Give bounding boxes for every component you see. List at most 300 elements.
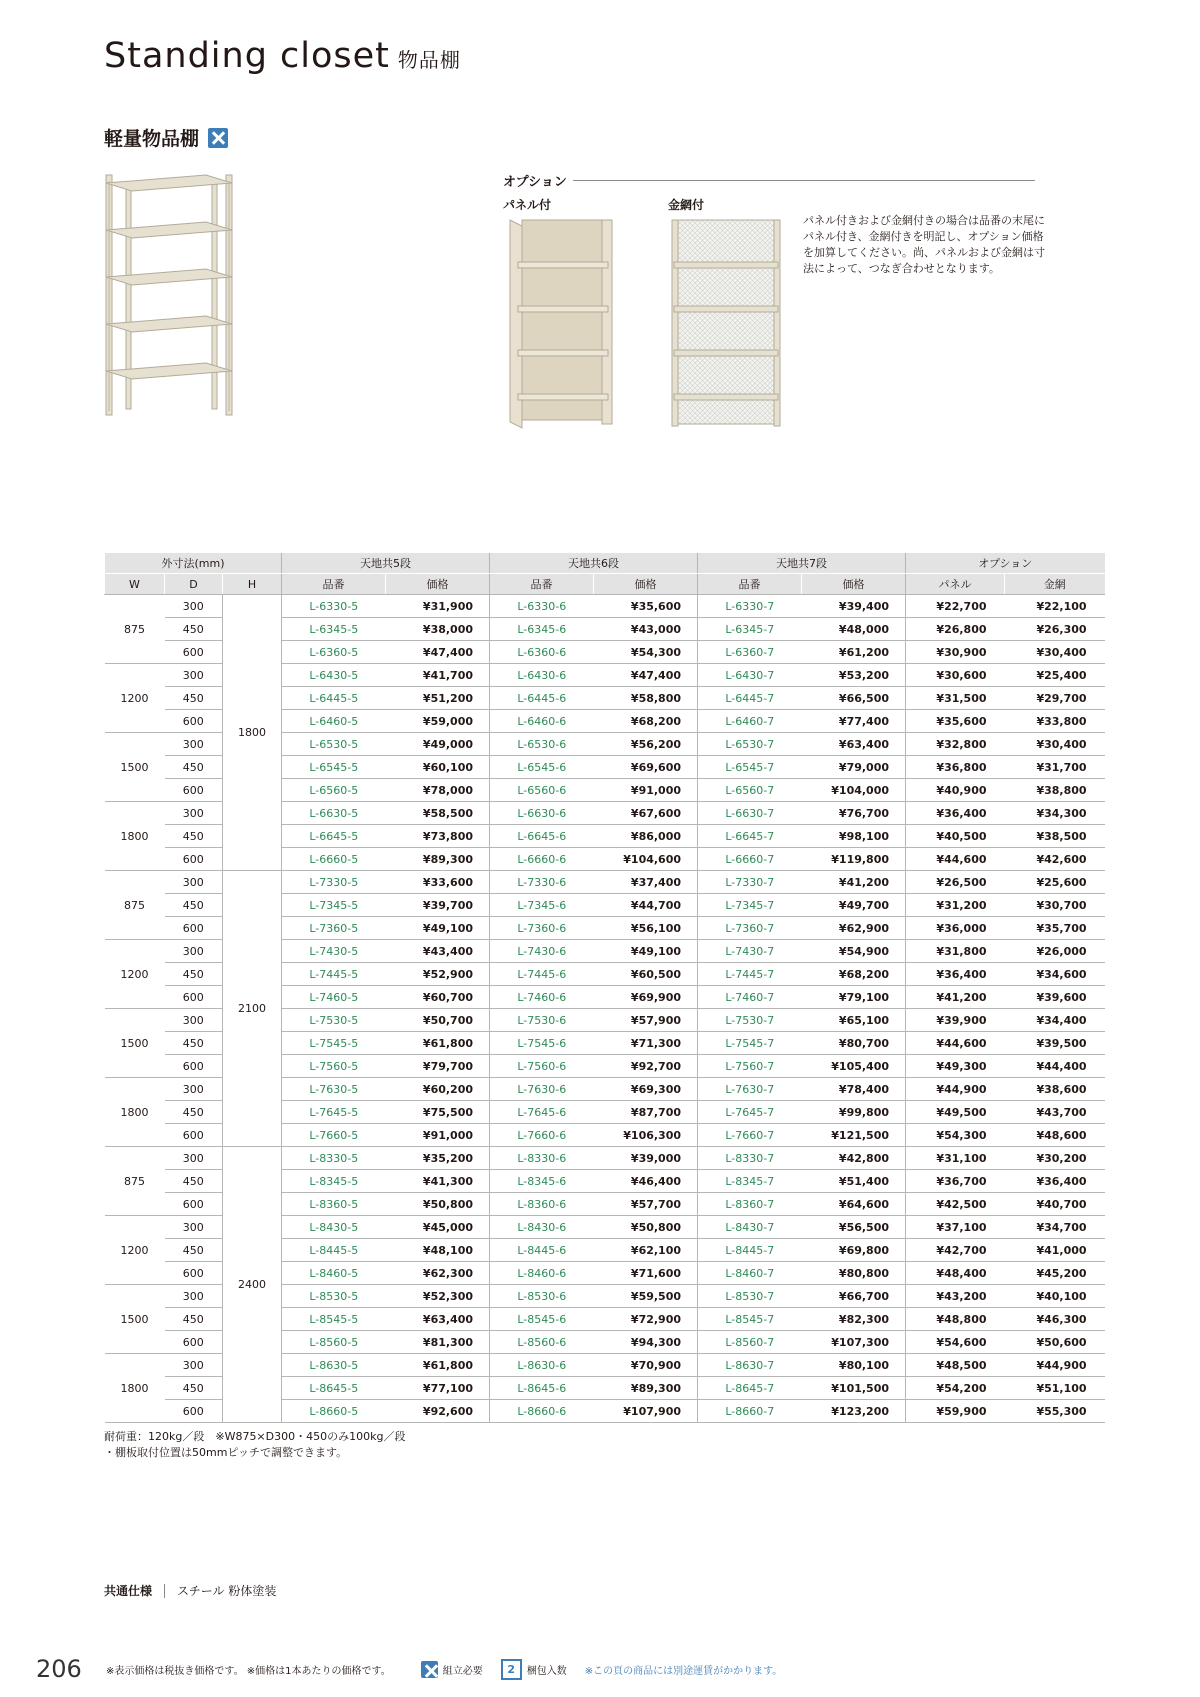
price-6-cell: ¥69,900 xyxy=(594,986,698,1009)
price-5-cell: ¥49,000 xyxy=(386,733,490,756)
depth-cell: 450 xyxy=(165,687,223,710)
width-cell: 1200 xyxy=(105,1216,165,1285)
code-7-cell: L-7430-7 xyxy=(698,940,802,963)
price-7-cell: ¥105,400 xyxy=(802,1055,906,1078)
width-cell: 1200 xyxy=(105,940,165,1009)
mesh-price-cell: ¥44,900 xyxy=(1005,1354,1105,1377)
price-6-cell: ¥57,700 xyxy=(594,1193,698,1216)
note-pitch: ・棚板取付位置は50mmピッチで調整できます。 xyxy=(104,1446,348,1459)
price-5-cell: ¥43,400 xyxy=(386,940,490,963)
panel-price-cell: ¥54,300 xyxy=(906,1124,1005,1147)
code-6-cell: L-7430-6 xyxy=(490,940,594,963)
mesh-shelf-image xyxy=(670,218,785,430)
price-7-cell: ¥41,200 xyxy=(802,871,906,894)
price-6-cell: ¥62,100 xyxy=(594,1239,698,1262)
mesh-price-cell: ¥45,200 xyxy=(1005,1262,1105,1285)
width-cell: 875 xyxy=(105,595,165,664)
option-heading-label: オプション xyxy=(503,175,567,190)
price-6-cell: ¥50,800 xyxy=(594,1216,698,1239)
code-5-cell: L-8445-5 xyxy=(282,1239,386,1262)
price-6-cell: ¥104,600 xyxy=(594,848,698,871)
code-6-cell: L-6545-6 xyxy=(490,756,594,779)
code-7-cell: L-7545-7 xyxy=(698,1032,802,1055)
code-7-cell: L-7645-7 xyxy=(698,1101,802,1124)
panel-price-cell: ¥48,500 xyxy=(906,1354,1005,1377)
panel-price-cell: ¥44,600 xyxy=(906,848,1005,871)
panel-price-cell: ¥40,500 xyxy=(906,825,1005,848)
price-6-cell: ¥54,300 xyxy=(594,641,698,664)
code-7-cell: L-8630-7 xyxy=(698,1354,802,1377)
panel-price-cell: ¥31,200 xyxy=(906,894,1005,917)
price-6-cell: ¥60,500 xyxy=(594,963,698,986)
price-5-cell: ¥81,300 xyxy=(386,1331,490,1354)
mesh-price-cell: ¥26,000 xyxy=(1005,940,1105,963)
width-cell: 1800 xyxy=(105,802,165,871)
header-code-7: 品番 xyxy=(698,574,802,595)
price-6-cell: ¥39,000 xyxy=(594,1147,698,1170)
price-7-cell: ¥49,700 xyxy=(802,894,906,917)
price-5-cell: ¥91,000 xyxy=(386,1124,490,1147)
price-5-cell: ¥47,400 xyxy=(386,641,490,664)
price-7-cell: ¥79,000 xyxy=(802,756,906,779)
header-dims: 外寸法(mm) xyxy=(105,553,282,574)
price-6-cell: ¥49,100 xyxy=(594,940,698,963)
price-6-cell: ¥71,300 xyxy=(594,1032,698,1055)
depth-cell: 300 xyxy=(165,1078,223,1101)
section-title: 軽量物品棚 xyxy=(104,128,200,150)
panel-price-cell: ¥36,400 xyxy=(906,802,1005,825)
price-7-cell: ¥53,200 xyxy=(802,664,906,687)
price-5-cell: ¥89,300 xyxy=(386,848,490,871)
height-cell: 2400 xyxy=(223,1147,282,1423)
code-5-cell: L-7360-5 xyxy=(282,917,386,940)
code-7-cell: L-6460-7 xyxy=(698,710,802,733)
price-6-cell: ¥91,000 xyxy=(594,779,698,802)
panel-price-cell: ¥44,600 xyxy=(906,1032,1005,1055)
price-6-cell: ¥67,600 xyxy=(594,802,698,825)
panel-price-cell: ¥31,800 xyxy=(906,940,1005,963)
code-6-cell: L-6445-6 xyxy=(490,687,594,710)
code-5-cell: L-6545-5 xyxy=(282,756,386,779)
assembly-label: 組立必要 xyxy=(442,1665,483,1677)
price-6-cell: ¥69,600 xyxy=(594,756,698,779)
price-5-cell: ¥41,700 xyxy=(386,664,490,687)
price-5-cell: ¥79,700 xyxy=(386,1055,490,1078)
mesh-price-cell: ¥30,400 xyxy=(1005,733,1105,756)
price-7-cell: ¥51,400 xyxy=(802,1170,906,1193)
mesh-price-cell: ¥26,300 xyxy=(1005,618,1105,641)
price-6-cell: ¥56,200 xyxy=(594,733,698,756)
panel-price-cell: ¥59,900 xyxy=(906,1400,1005,1423)
price-7-cell: ¥82,300 xyxy=(802,1308,906,1331)
depth-cell: 300 xyxy=(165,733,223,756)
mesh-label: 金網付 xyxy=(668,198,705,212)
code-5-cell: L-8460-5 xyxy=(282,1262,386,1285)
spec-label: 共通仕様 xyxy=(104,1584,153,1598)
title-ja: 物品棚 xyxy=(397,48,461,72)
price-7-cell: ¥48,000 xyxy=(802,618,906,641)
price-6-cell: ¥68,200 xyxy=(594,710,698,733)
depth-cell: 600 xyxy=(165,1262,223,1285)
price-5-cell: ¥73,800 xyxy=(386,825,490,848)
header-d: D xyxy=(165,574,223,595)
mesh-price-cell: ¥30,700 xyxy=(1005,894,1105,917)
price-7-cell: ¥76,700 xyxy=(802,802,906,825)
price-5-cell: ¥45,000 xyxy=(386,1216,490,1239)
panel-price-cell: ¥39,900 xyxy=(906,1009,1005,1032)
price-6-cell: ¥86,000 xyxy=(594,825,698,848)
price-5-cell: ¥59,000 xyxy=(386,710,490,733)
mesh-price-cell: ¥34,600 xyxy=(1005,963,1105,986)
price-5-cell: ¥48,100 xyxy=(386,1239,490,1262)
panel-price-cell: ¥44,900 xyxy=(906,1078,1005,1101)
tool-icon xyxy=(421,1661,438,1678)
price-7-cell: ¥66,700 xyxy=(802,1285,906,1308)
mesh-price-cell: ¥50,600 xyxy=(1005,1331,1105,1354)
code-6-cell: L-8645-6 xyxy=(490,1377,594,1400)
panel-price-cell: ¥37,100 xyxy=(906,1216,1005,1239)
depth-cell: 600 xyxy=(165,1193,223,1216)
price-5-cell: ¥63,400 xyxy=(386,1308,490,1331)
page-number: 206 xyxy=(36,1655,82,1683)
depth-cell: 450 xyxy=(165,1101,223,1124)
spec-value: スチール 粉体塗装 xyxy=(177,1584,277,1598)
shelf-image xyxy=(104,173,234,416)
code-5-cell: L-8645-5 xyxy=(282,1377,386,1400)
price-5-cell: ¥35,200 xyxy=(386,1147,490,1170)
code-7-cell: L-6445-7 xyxy=(698,687,802,710)
mesh-price-cell: ¥39,500 xyxy=(1005,1032,1105,1055)
mesh-price-cell: ¥34,700 xyxy=(1005,1216,1105,1239)
price-6-cell: ¥70,900 xyxy=(594,1354,698,1377)
code-5-cell: L-7560-5 xyxy=(282,1055,386,1078)
price-7-cell: ¥78,400 xyxy=(802,1078,906,1101)
height-cell: 2100 xyxy=(223,871,282,1147)
code-7-cell: L-6530-7 xyxy=(698,733,802,756)
code-7-cell: L-7660-7 xyxy=(698,1124,802,1147)
code-5-cell: L-6530-5 xyxy=(282,733,386,756)
code-6-cell: L-8345-6 xyxy=(490,1170,594,1193)
mesh-price-cell: ¥25,600 xyxy=(1005,871,1105,894)
code-7-cell: L-6560-7 xyxy=(698,779,802,802)
depth-cell: 600 xyxy=(165,641,223,664)
code-6-cell: L-6430-6 xyxy=(490,664,594,687)
shipping-note: ※この頁の商品には別途運賃がかかります。 xyxy=(584,1665,783,1677)
code-7-cell: L-6430-7 xyxy=(698,664,802,687)
price-6-cell: ¥92,700 xyxy=(594,1055,698,1078)
mesh-price-cell: ¥38,500 xyxy=(1005,825,1105,848)
code-5-cell: L-8360-5 xyxy=(282,1193,386,1216)
price-5-cell: ¥78,000 xyxy=(386,779,490,802)
option-description: パネル付きおよび金網付きの場合は品番の末尾にパネル付き、金網付きを明記し、オプション価格を加算してください。尚、パネルおよび金網は寸法によって、つなぎ合わせとなります。 xyxy=(803,214,1045,275)
notes xyxy=(104,1429,405,1461)
price-5-cell: ¥50,700 xyxy=(386,1009,490,1032)
code-7-cell: L-8430-7 xyxy=(698,1216,802,1239)
width-cell: 1200 xyxy=(105,664,165,733)
code-5-cell: L-6560-5 xyxy=(282,779,386,802)
width-cell: 1800 xyxy=(105,1078,165,1147)
depth-cell: 300 xyxy=(165,1216,223,1239)
code-7-cell: L-6345-7 xyxy=(698,618,802,641)
tool-icon xyxy=(208,128,228,148)
price-5-cell: ¥60,100 xyxy=(386,756,490,779)
code-5-cell: L-6630-5 xyxy=(282,802,386,825)
panel-price-cell: ¥36,000 xyxy=(906,917,1005,940)
mesh-price-cell: ¥43,700 xyxy=(1005,1101,1105,1124)
code-7-cell: L-6660-7 xyxy=(698,848,802,871)
price-5-cell: ¥77,100 xyxy=(386,1377,490,1400)
code-5-cell: L-6445-5 xyxy=(282,687,386,710)
price-5-cell: ¥51,200 xyxy=(386,687,490,710)
table-row xyxy=(105,1147,1105,1170)
depth-cell: 600 xyxy=(165,1400,223,1423)
code-7-cell: L-8460-7 xyxy=(698,1262,802,1285)
mesh-price-cell: ¥36,400 xyxy=(1005,1170,1105,1193)
code-5-cell: L-7660-5 xyxy=(282,1124,386,1147)
mesh-price-cell: ¥29,700 xyxy=(1005,687,1105,710)
price-7-cell: ¥39,400 xyxy=(802,595,906,618)
code-6-cell: L-6630-6 xyxy=(490,802,594,825)
price-5-cell: ¥52,300 xyxy=(386,1285,490,1308)
panel-price-cell: ¥30,900 xyxy=(906,641,1005,664)
spec-divider xyxy=(164,1584,165,1598)
code-5-cell: L-6660-5 xyxy=(282,848,386,871)
price-7-cell: ¥65,100 xyxy=(802,1009,906,1032)
price-7-cell: ¥64,600 xyxy=(802,1193,906,1216)
mesh-price-cell: ¥38,800 xyxy=(1005,779,1105,802)
code-6-cell: L-7460-6 xyxy=(490,986,594,1009)
code-6-cell: L-6360-6 xyxy=(490,641,594,664)
code-7-cell: L-6645-7 xyxy=(698,825,802,848)
price-6-cell: ¥89,300 xyxy=(594,1377,698,1400)
depth-cell: 600 xyxy=(165,986,223,1009)
code-7-cell: L-7360-7 xyxy=(698,917,802,940)
depth-cell: 300 xyxy=(165,1147,223,1170)
price-6-cell: ¥56,100 xyxy=(594,917,698,940)
mesh-price-cell: ¥40,100 xyxy=(1005,1285,1105,1308)
depth-cell: 300 xyxy=(165,871,223,894)
header-code-6: 品番 xyxy=(490,574,594,595)
header-h: H xyxy=(223,574,282,595)
price-7-cell: ¥101,500 xyxy=(802,1377,906,1400)
header-6-tier: 天地共6段 xyxy=(490,553,698,574)
depth-cell: 300 xyxy=(165,1354,223,1377)
header-7-tier: 天地共7段 xyxy=(698,553,906,574)
depth-cell: 600 xyxy=(165,710,223,733)
code-5-cell: L-8430-5 xyxy=(282,1216,386,1239)
code-5-cell: L-7345-5 xyxy=(282,894,386,917)
mesh-price-cell: ¥33,800 xyxy=(1005,710,1105,733)
price-7-cell: ¥69,800 xyxy=(802,1239,906,1262)
price-5-cell: ¥58,500 xyxy=(386,802,490,825)
price-5-cell: ¥31,900 xyxy=(386,595,490,618)
code-7-cell: L-6630-7 xyxy=(698,802,802,825)
header-price-6: 価格 xyxy=(594,574,698,595)
price-6-cell: ¥43,000 xyxy=(594,618,698,641)
depth-cell: 300 xyxy=(165,1285,223,1308)
width-cell: 1800 xyxy=(105,1354,165,1423)
panel-price-cell: ¥43,200 xyxy=(906,1285,1005,1308)
header-panel: パネル xyxy=(906,574,1005,595)
code-5-cell: L-6360-5 xyxy=(282,641,386,664)
price-7-cell: ¥61,200 xyxy=(802,641,906,664)
panel-price-cell: ¥30,600 xyxy=(906,664,1005,687)
price-7-cell: ¥62,900 xyxy=(802,917,906,940)
price-7-cell: ¥80,700 xyxy=(802,1032,906,1055)
price-7-cell: ¥56,500 xyxy=(802,1216,906,1239)
price-7-cell: ¥80,100 xyxy=(802,1354,906,1377)
code-5-cell: L-8345-5 xyxy=(282,1170,386,1193)
section-heading xyxy=(104,124,228,151)
price-7-cell: ¥42,800 xyxy=(802,1147,906,1170)
header-5-tier: 天地共5段 xyxy=(282,553,490,574)
price-5-cell: ¥75,500 xyxy=(386,1101,490,1124)
depth-cell: 450 xyxy=(165,1377,223,1400)
code-5-cell: L-8560-5 xyxy=(282,1331,386,1354)
code-6-cell: L-8460-6 xyxy=(490,1262,594,1285)
mesh-price-cell: ¥31,700 xyxy=(1005,756,1105,779)
price-6-cell: ¥35,600 xyxy=(594,595,698,618)
code-6-cell: L-7660-6 xyxy=(490,1124,594,1147)
code-6-cell: L-7360-6 xyxy=(490,917,594,940)
width-cell: 1500 xyxy=(105,1285,165,1354)
price-7-cell: ¥99,800 xyxy=(802,1101,906,1124)
code-5-cell: L-6460-5 xyxy=(282,710,386,733)
panel-price-cell: ¥36,800 xyxy=(906,756,1005,779)
price-6-cell: ¥58,800 xyxy=(594,687,698,710)
panel-price-cell: ¥35,600 xyxy=(906,710,1005,733)
code-5-cell: L-7630-5 xyxy=(282,1078,386,1101)
code-7-cell: L-6360-7 xyxy=(698,641,802,664)
code-6-cell: L-6345-6 xyxy=(490,618,594,641)
code-7-cell: L-8330-7 xyxy=(698,1147,802,1170)
price-7-cell: ¥104,000 xyxy=(802,779,906,802)
panel-price-cell: ¥54,600 xyxy=(906,1331,1005,1354)
depth-cell: 300 xyxy=(165,664,223,687)
mesh-price-cell: ¥34,300 xyxy=(1005,802,1105,825)
panel-price-cell: ¥42,500 xyxy=(906,1193,1005,1216)
panel-price-cell: ¥48,400 xyxy=(906,1262,1005,1285)
code-6-cell: L-7560-6 xyxy=(490,1055,594,1078)
code-6-cell: L-7330-6 xyxy=(490,871,594,894)
depth-cell: 300 xyxy=(165,940,223,963)
panel-label: パネル付 xyxy=(503,198,552,212)
price-7-cell: ¥119,800 xyxy=(802,848,906,871)
code-6-cell: L-7545-6 xyxy=(490,1032,594,1055)
depth-cell: 600 xyxy=(165,1055,223,1078)
code-6-cell: L-6560-6 xyxy=(490,779,594,802)
code-6-cell: L-7530-6 xyxy=(490,1009,594,1032)
code-6-cell: L-8545-6 xyxy=(490,1308,594,1331)
price-7-cell: ¥123,200 xyxy=(802,1400,906,1423)
code-7-cell: L-8545-7 xyxy=(698,1308,802,1331)
code-7-cell: L-8645-7 xyxy=(698,1377,802,1400)
code-6-cell: L-8560-6 xyxy=(490,1331,594,1354)
depth-cell: 450 xyxy=(165,1239,223,1262)
code-7-cell: L-7445-7 xyxy=(698,963,802,986)
panel-price-cell: ¥54,200 xyxy=(906,1377,1005,1400)
code-6-cell: L-6460-6 xyxy=(490,710,594,733)
code-5-cell: L-7460-5 xyxy=(282,986,386,1009)
header-mesh: 金網 xyxy=(1005,574,1105,595)
depth-cell: 600 xyxy=(165,779,223,802)
depth-cell: 450 xyxy=(165,618,223,641)
width-cell: 1500 xyxy=(105,1009,165,1078)
price-7-cell: ¥80,800 xyxy=(802,1262,906,1285)
price-7-cell: ¥63,400 xyxy=(802,733,906,756)
price-7-cell: ¥79,100 xyxy=(802,986,906,1009)
panel-price-cell: ¥22,700 xyxy=(906,595,1005,618)
price-5-cell: ¥38,000 xyxy=(386,618,490,641)
panel-price-cell: ¥36,700 xyxy=(906,1170,1005,1193)
panel-price-cell: ¥31,100 xyxy=(906,1147,1005,1170)
code-6-cell: L-6530-6 xyxy=(490,733,594,756)
code-6-cell: L-6645-6 xyxy=(490,825,594,848)
height-cell: 1800 xyxy=(223,595,282,871)
price-6-cell: ¥59,500 xyxy=(594,1285,698,1308)
price-7-cell: ¥66,500 xyxy=(802,687,906,710)
depth-cell: 600 xyxy=(165,1124,223,1147)
code-7-cell: L-8445-7 xyxy=(698,1239,802,1262)
price-7-cell: ¥77,400 xyxy=(802,710,906,733)
price-5-cell: ¥60,700 xyxy=(386,986,490,1009)
price-table xyxy=(104,553,1105,1423)
price-5-cell: ¥92,600 xyxy=(386,1400,490,1423)
mesh-price-cell: ¥48,600 xyxy=(1005,1124,1105,1147)
code-5-cell: L-8545-5 xyxy=(282,1308,386,1331)
depth-cell: 450 xyxy=(165,894,223,917)
header-price-5: 価格 xyxy=(386,574,490,595)
price-6-cell: ¥71,600 xyxy=(594,1262,698,1285)
depth-cell: 450 xyxy=(165,1170,223,1193)
price-5-cell: ¥41,300 xyxy=(386,1170,490,1193)
mesh-price-cell: ¥41,000 xyxy=(1005,1239,1105,1262)
price-7-cell: ¥54,900 xyxy=(802,940,906,963)
panel-price-cell: ¥49,500 xyxy=(906,1101,1005,1124)
panel-price-cell: ¥31,500 xyxy=(906,687,1005,710)
price-6-cell: ¥107,900 xyxy=(594,1400,698,1423)
price-6-cell: ¥44,700 xyxy=(594,894,698,917)
mesh-price-cell: ¥35,700 xyxy=(1005,917,1105,940)
mesh-price-cell: ¥38,600 xyxy=(1005,1078,1105,1101)
depth-cell: 300 xyxy=(165,1009,223,1032)
price-6-cell: ¥72,900 xyxy=(594,1308,698,1331)
code-6-cell: L-7630-6 xyxy=(490,1078,594,1101)
code-6-cell: L-6330-6 xyxy=(490,595,594,618)
table-row xyxy=(105,871,1105,894)
depth-cell: 600 xyxy=(165,917,223,940)
code-7-cell: L-8560-7 xyxy=(698,1331,802,1354)
panel-price-cell: ¥41,200 xyxy=(906,986,1005,1009)
code-6-cell: L-8630-6 xyxy=(490,1354,594,1377)
mesh-price-cell: ¥39,600 xyxy=(1005,986,1105,1009)
price-6-cell: ¥37,400 xyxy=(594,871,698,894)
width-cell: 875 xyxy=(105,871,165,940)
price-7-cell: ¥68,200 xyxy=(802,963,906,986)
price-6-cell: ¥46,400 xyxy=(594,1170,698,1193)
code-5-cell: L-8660-5 xyxy=(282,1400,386,1423)
price-6-cell: ¥106,300 xyxy=(594,1124,698,1147)
panel-price-cell: ¥40,900 xyxy=(906,779,1005,802)
code-6-cell: L-8330-6 xyxy=(490,1147,594,1170)
tax-note: ※表示価格は税抜き価格です。 ※価格は1本あたりの価格です。 xyxy=(106,1665,391,1677)
price-6-cell: ¥69,300 xyxy=(594,1078,698,1101)
code-7-cell: L-6330-7 xyxy=(698,595,802,618)
mesh-price-cell: ¥42,600 xyxy=(1005,848,1105,871)
table-body xyxy=(105,595,1105,1423)
page-title xyxy=(104,36,461,76)
code-7-cell: L-8660-7 xyxy=(698,1400,802,1423)
